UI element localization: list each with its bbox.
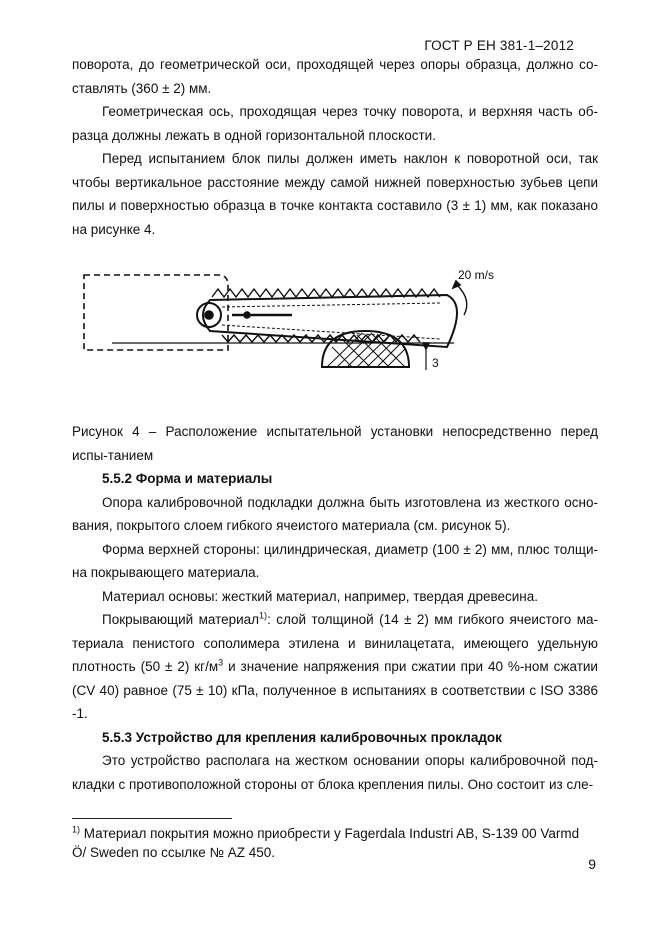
guide-bar xyxy=(203,295,457,347)
paragraph-continuation: поворота, до геометрической оси, проходящей через опоры образца, должно со-ставлять (360 ± 2) мм. xyxy=(72,57,598,96)
paragraph-geometric-axis: Геометрическая ось, проходящая через точку поворота, и верхняя часть об-разца должны лежать в одной горизонтальной плоскости. xyxy=(72,104,598,143)
document-code: ГОСТ Р ЕН 381-1–2012 xyxy=(424,38,574,53)
paragraph-fixing-device: Это устройство располага на жестком основании опоры калибровочной под-кладки с противоположной стороны от блока крепления пилы. Оно состоит из сле- xyxy=(72,753,598,792)
section-553-heading: 5.5.3 Устройство для крепления калибровочных прокладок xyxy=(102,729,502,745)
footnote-ref: 1) xyxy=(259,610,268,621)
paragraph-saw-tilt: Перед испытанием блок пилы должен иметь наклон к поворотной оси, так чтобы вертикальное расстояние между самой нижней поверхностью зубьев цепи пилы и поверхностью образца в точке контакта составило (3 ± 1) мм, как показано на рисунке 4. xyxy=(72,151,598,237)
paragraph-top-shape: Форма верхней стороны: цилиндрическая, диаметр (100 ± 2) мм, плюс толщи-на покрывающего материала. xyxy=(72,541,598,580)
text-block-bottom xyxy=(72,420,598,796)
speed-label: 20 m/s xyxy=(458,268,495,282)
gap-label: 3 xyxy=(432,356,439,370)
rotation-arrow-icon xyxy=(457,285,467,315)
paragraph-pad-support: Опора калибровочной подкладки должна быть изготовлена из жесткого осно-вания, покрытого слоем гибкого ячеистого материала (см. рисунок 5). xyxy=(72,494,598,533)
figure-caption: Рисунок 4 – Расположение испытательной установки непосредственно перед испы-танием xyxy=(72,424,598,463)
section-552-heading: 5.5.2 Форма и материалы xyxy=(102,471,273,486)
page-number: 9 xyxy=(588,856,596,872)
paragraph-base-material: Материал основы: жесткий материал, например, твердая древесина. xyxy=(102,588,539,604)
footnote-divider xyxy=(72,818,232,819)
footnote: $^{1)}$ Материал покрытия можно приобрести у Fagerdala Industri AB, S-139 00 Varmd Ö/ Sweden по ссылке № AZ 450. xyxy=(72,824,580,860)
paragraph-cover-material: Покрывающий материал$^{1)}$: слой толщиной (14 ± 2) мм гибкого ячеистого ма-териала пенистого сополимера этилена и винилацетата, имеющего удельную плотность (50 ± 2) $кг/м^3$ и значение напряжения при сжатии при 40 %-ном сжатии (CV 40) равное (75 ± 10) кПа, полученное в испытаниях в соответствии с ISO 3386 -1. xyxy=(72,610,598,721)
figure-test-setup xyxy=(72,255,598,395)
text-block-top xyxy=(72,53,598,241)
